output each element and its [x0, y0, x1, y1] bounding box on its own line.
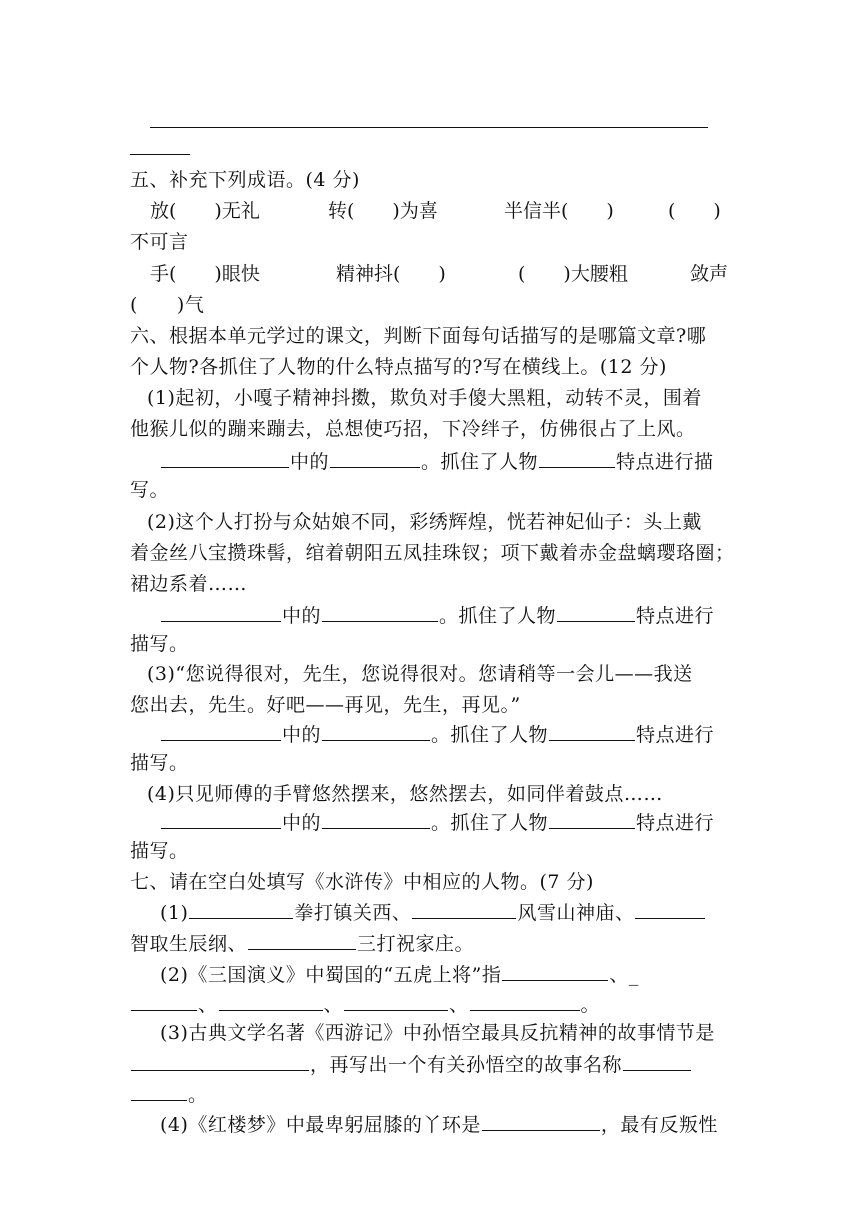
q2-answer-wrap: 描写。 — [130, 633, 189, 655]
idiom-item: ( )大腰粗 — [518, 263, 628, 285]
q2-text-line-1: (2)这个人打扮与众姑娘不同，彩绣辉煌，恍若神妃仙子：头上戴 — [147, 511, 702, 533]
label: 特点进行描 — [616, 451, 714, 473]
label: (4)《红楼梦》中最卑躬屈膝的丫环是 — [160, 1114, 481, 1136]
q2-text-line-2: 着金丝八宝攒珠髻，绾着朝阳五凤挂珠钗；项下戴着赤金盘螭璎珞圈； — [130, 542, 735, 564]
idiom-item: 转( )为喜 — [328, 200, 438, 222]
answer-blank[interactable] — [412, 898, 516, 919]
label: 特点进行 — [636, 812, 715, 834]
q3-answer-line — [160, 720, 714, 747]
label: 拳打镇关西、 — [294, 902, 412, 924]
section-7-title: 七、请在空白处填写《水浒传》中相应的人物。(7 分) — [130, 871, 594, 893]
answer-blank[interactable] — [248, 929, 356, 950]
label: 、_ — [609, 964, 639, 986]
label: 中的 — [282, 724, 322, 746]
label: (2)《三国演义》中蜀国的“五虎上将”指 — [160, 964, 502, 986]
answer-blank[interactable] — [549, 720, 635, 741]
top-answer-line — [150, 127, 708, 128]
answer-blank[interactable] — [322, 720, 430, 741]
s7-q1-line-1 — [160, 898, 706, 925]
s7-q3-line-2 — [130, 1050, 692, 1077]
s7-q2-line-2 — [130, 990, 600, 1017]
answer-blank[interactable] — [322, 601, 438, 622]
label: 风雪山神庙、 — [517, 902, 635, 924]
answer-blank[interactable] — [322, 808, 430, 829]
q2-text-line-3: 裙边系着…… — [130, 573, 248, 595]
top-answer-line-tail — [130, 154, 190, 155]
label: 、 — [323, 994, 344, 1016]
label: 、 — [198, 994, 218, 1016]
q4-text-line-1: (4)只见师傅的手臂悠然摆来，悠然摆去，如同伴着鼓点…… — [147, 783, 663, 805]
answer-blank[interactable] — [161, 601, 281, 622]
q3-answer-wrap: 描写。 — [130, 752, 189, 774]
idiom-item: 放( )无礼 — [150, 200, 260, 222]
label: 。 — [188, 1084, 208, 1106]
label: 。抓住了人物 — [431, 812, 549, 834]
idiom-row-1-wrap: 不可言 — [130, 231, 189, 253]
answer-blank[interactable] — [502, 960, 608, 981]
answer-blank[interactable] — [131, 1050, 309, 1071]
idiom-item: 手( )眼快 — [150, 263, 260, 285]
s7-q2-line-1 — [160, 960, 639, 987]
answer-blank[interactable] — [557, 601, 635, 622]
idiom-row-2-wrap: ( )气 — [130, 294, 205, 316]
answer-blank[interactable] — [549, 808, 635, 829]
idiom-item: 精神抖( ) — [336, 263, 446, 285]
label: 。抓住了人物 — [421, 451, 539, 473]
label: 特点进行 — [636, 724, 715, 746]
idiom-item: 敛声 — [690, 263, 729, 285]
label: 。 — [580, 994, 601, 1016]
answer-blank[interactable] — [330, 447, 420, 468]
q4-answer-wrap: 描写。 — [130, 840, 189, 862]
answer-blank[interactable] — [539, 447, 615, 468]
label: ，最有反叛性 — [600, 1114, 718, 1136]
answer-blank[interactable] — [161, 720, 281, 741]
section-5-title: 五、补充下列成语。(4 分) — [130, 169, 360, 191]
label: 。抓住了人物 — [431, 724, 549, 746]
label: ，再写出一个有关孙悟空的故事名称 — [310, 1054, 623, 1076]
answer-blank[interactable] — [635, 898, 705, 919]
s7-q3-line-1: (3)古典文学名著《西游记》中孙悟空最具反抗精神的故事情节是 — [160, 1022, 715, 1044]
label: 特点进行 — [636, 605, 715, 627]
s7-q4-line-1 — [160, 1110, 718, 1137]
label: 中的 — [282, 812, 322, 834]
label: 中的 — [290, 451, 330, 473]
q4-answer-line — [160, 808, 714, 835]
s7-q3-line-3 — [130, 1080, 208, 1107]
section-6-title-line-1: 六、根据本单元学过的课文，判断下面每句话描写的是哪篇文章?哪 — [130, 325, 707, 347]
s7-q1-line-2 — [130, 929, 474, 956]
q1-answer-wrap: 写。 — [130, 479, 170, 501]
q1-answer-line — [160, 447, 714, 474]
idiom-item: 半信半( ) — [504, 200, 614, 222]
label: 三打祝家庄。 — [357, 933, 475, 955]
answer-blank[interactable] — [161, 808, 281, 829]
answer-blank[interactable] — [161, 447, 289, 468]
label: 、 — [449, 994, 469, 1016]
answer-blank[interactable] — [131, 1080, 187, 1101]
answer-blank[interactable] — [189, 898, 293, 919]
q2-answer-line — [160, 601, 714, 628]
answer-blank[interactable] — [482, 1110, 600, 1131]
answer-blank[interactable] — [470, 990, 580, 1011]
idiom-item: ( ) — [668, 200, 721, 222]
label: 智取生辰纲、 — [130, 933, 248, 955]
answer-blank[interactable] — [623, 1050, 691, 1071]
answer-blank[interactable] — [344, 990, 448, 1011]
q3-text-line-2: 您出去，先生。好吧——再见，先生，再见。” — [130, 694, 521, 716]
label: (1) — [160, 902, 189, 924]
q1-text-line-1: (1)起初，小嘎子精神抖擞，欺负对手傻大黑粗，动转不灵，围着 — [147, 387, 702, 409]
label: 。抓住了人物 — [439, 605, 557, 627]
answer-blank[interactable] — [219, 990, 323, 1011]
answer-blank[interactable] — [131, 990, 197, 1011]
q1-text-line-2: 他猴儿似的蹦来蹦去，总想使巧招，下冷绊子，仿佛很占了上风。 — [130, 418, 696, 440]
label: 中的 — [282, 605, 322, 627]
q3-text-line-1: (3)“您说得很对，先生，您说得很对。您请稍等一会儿——我送 — [147, 663, 693, 685]
section-6-title-line-2: 个人物?各抓住了人物的什么特点描写的?写在横线上。(12 分) — [130, 356, 667, 378]
